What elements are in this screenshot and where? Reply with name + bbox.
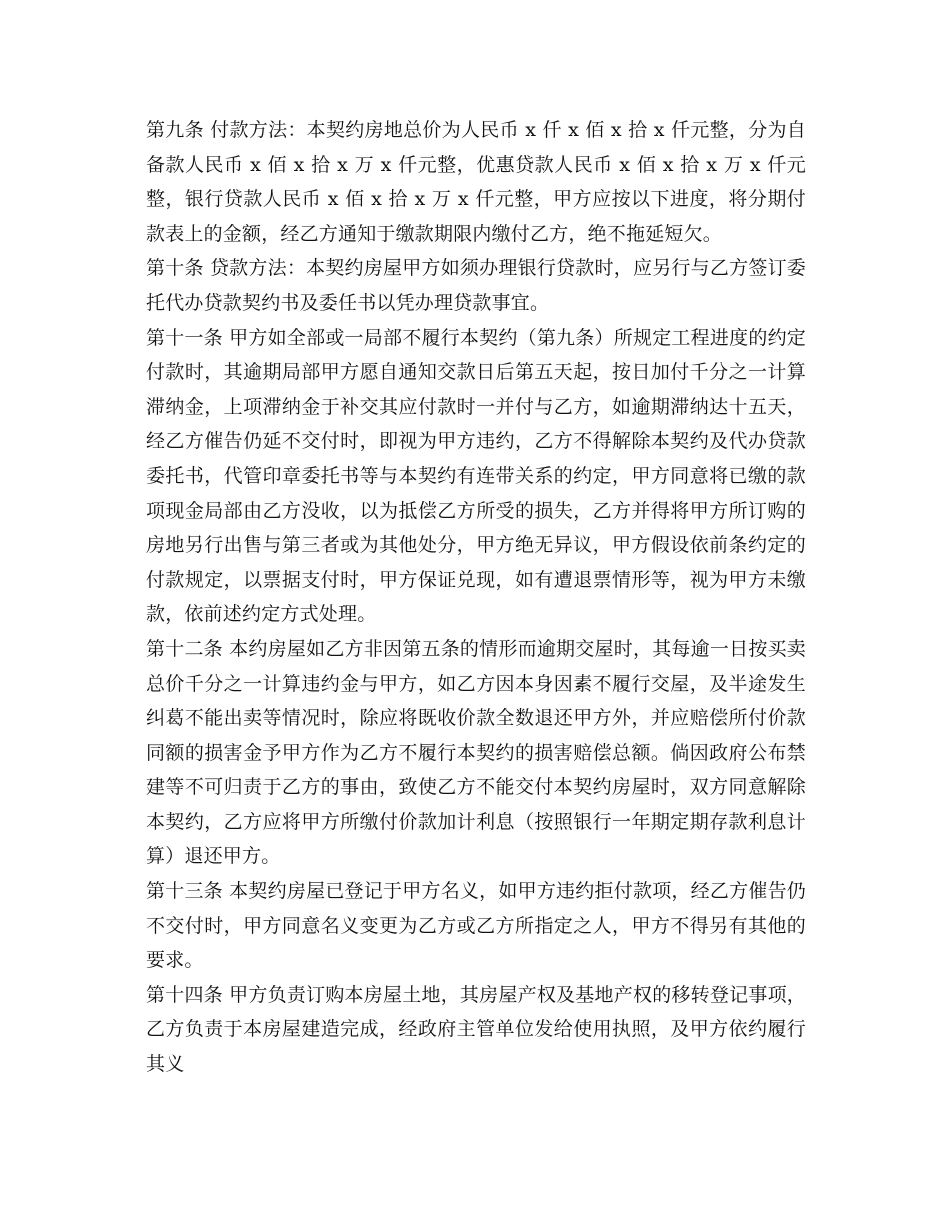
article-10-paragraph: 第十条 贷款方法：本契约房屋甲方如须办理银行贷款时，应另行与乙方签订委托代办贷款契约书及委任书以凭办理贷款事宜。 xyxy=(146,257,806,314)
article-12-paragraph: 第十二条 本约房屋如乙方非因第五条的情形而逾期交屋时，其每逾一日按买卖总价千分之一计算违约金与甲方，如乙方因本身因素不履行交屋，及半途发生纠葛不能出卖等情况时，除应将既收价款全数退还甲方外，并应赔偿所付价款同额的损害金予甲方作为乙方不履行本契约的损害赔偿总额。倘因政府公布禁建等不可归责于乙方的事由，致使乙方不能交付本契约房屋时，双方同意解除本契约，乙方应将甲方所缴付价款加计利息（按照银行一年期定期存款利息计算）退还甲方。 xyxy=(146,637,806,868)
article-14-paragraph: 第十四条 甲方负责订购本房屋土地，其房屋产权及基地产权的移转登记事项，乙方负责于本房屋建造完成，经政府主管单位发给使用执照，及甲方依约履行其义 xyxy=(146,983,806,1076)
article-11-paragraph: 第十一条 甲方如全部或一局部不履行本契约（第九条）所规定工程进度的约定付款时，其逾期局部甲方愿自通知交款日后第五天起，按日加付千分之一计算滞纳金，上项滞纳金于补交其应付款时一并付与乙方，如逾期滞纳达十五天，经乙方催告仍延不交付时，即视为甲方违约，乙方不得解除本契约及代办贷款委托书，代管印章委托书等与本契约有连带关系的约定，甲方同意将已缴的款项现金局部由乙方没收，以为抵偿乙方所受的损失，乙方并得将甲方所订购的房地另行出售与第三者或为其他处分，甲方绝无异议，甲方假设依前条约定的付款规定，以票据支付时，甲方保证兑现，如有遭退票情形等，视为甲方未缴款，依前述约定方式处理。 xyxy=(146,326,806,626)
document-page xyxy=(146,113,806,1082)
article-13-paragraph: 第十三条 本契约房屋已登记于甲方名义，如甲方违约拒付款项，经乙方催告仍不交付时，甲方同意名义变更为乙方或乙方所指定之人，甲方不得另有其他的要求。 xyxy=(146,880,806,972)
article-9-paragraph: 第九条 付款方法：本契约房地总价为人民币 x 仟 x 佰 x 拾 x 仟元整，分为自备款人民币 x 佰 x 拾 x 万 x 仟元整，优惠贷款人民币 x 佰 x 拾 x 万 x 仟元整，银行贷款人民币 x 佰 x 拾 x 万 x 仟元整，甲方应按以下进度，将分期付款表上的金额，经乙方通知于缴款期限内缴付乙方，绝不拖延短欠。 xyxy=(146,119,806,245)
